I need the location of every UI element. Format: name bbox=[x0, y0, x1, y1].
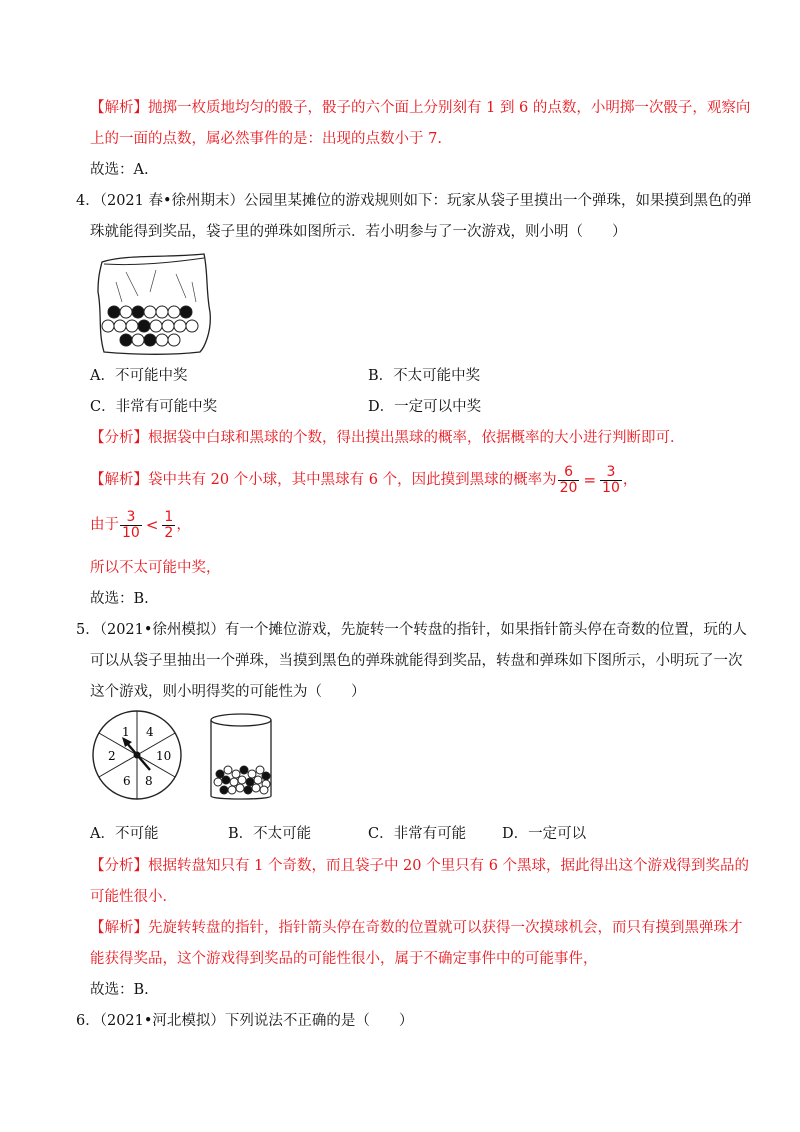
q5-jiexi-line1: 【解析】先旋转转盘的指针，指针箭头停在奇数的位置就可以获得一次摸球机会，而只有摸到黑弹珠才 bbox=[90, 920, 743, 936]
white-marble bbox=[168, 334, 180, 346]
comma: ， bbox=[176, 517, 191, 533]
q5-stem-line1: 5．（2021•徐州模拟）有一个摊位游戏，先旋转一个转盘的指针，如果指针箭头停在奇数的位置，玩的人 bbox=[76, 622, 747, 638]
fraction-3-10-b: $\frac{3}{10}$ bbox=[122, 508, 140, 541]
bag-figure bbox=[96, 252, 214, 356]
white-marble bbox=[102, 320, 114, 332]
black-marble bbox=[246, 778, 254, 786]
q4-option-b: B．不太可能中奖 bbox=[368, 368, 481, 384]
black-marble bbox=[222, 776, 230, 784]
q4-stem-line2: 珠就能得到奖品，袋子里的弹珠如图所示．若小明参与了一次游戏，则小明（ ） bbox=[90, 224, 627, 240]
q5-fenxi-line2: 可能性很小． bbox=[90, 889, 177, 905]
white-marble bbox=[230, 778, 238, 786]
q4-option-d: D．一定可以中奖 bbox=[368, 399, 482, 415]
spinner-figure bbox=[90, 708, 184, 802]
black-marble bbox=[138, 320, 150, 332]
q5-stem-line2: 可以从袋子里抽出一个弹珠，当摸到黑色的弹珠就能得到奖品，转盘和弹珠如下图所示，小明玩了一次 bbox=[90, 653, 743, 669]
fraction-6-20: $\frac{6}{20}$ bbox=[559, 463, 578, 496]
spinner-label-2: 2 bbox=[108, 749, 116, 763]
black-marble bbox=[216, 770, 224, 778]
q4-jiexi-text: 【解析】袋中共有 20 个小球，其中黑球有 6 个，因此摸到黑球的概率为 bbox=[90, 472, 557, 488]
white-marble bbox=[224, 766, 232, 774]
q4-jiexi bbox=[90, 460, 637, 500]
q5-option-d: D．一定可以 bbox=[502, 826, 587, 842]
spinner-label-8: 8 bbox=[145, 774, 153, 788]
black-marble bbox=[220, 786, 228, 794]
white-marble bbox=[238, 776, 246, 784]
white-marble bbox=[260, 786, 268, 794]
white-marble bbox=[114, 320, 126, 332]
q5-jiexi-line2: 能获得奖品，这个游戏得到奖品的可能性很小，属于不确定事件中的可能事件， bbox=[90, 951, 598, 967]
spinner-label-4: 4 bbox=[146, 725, 154, 739]
q4-fenxi: 【分析】根据袋中白球和黑球的个数，得出摸出黑球的概率，依据概率的大小进行判断即可． bbox=[90, 430, 685, 446]
spinner-label-10: 10 bbox=[156, 749, 172, 763]
spinner-label-1: 1 bbox=[122, 725, 130, 739]
q3-answer: 故选：A. bbox=[90, 162, 149, 178]
white-marble bbox=[248, 770, 256, 778]
black-marble bbox=[240, 766, 248, 774]
q4-conclusion: 所以不太可能中奖， bbox=[90, 560, 221, 576]
less-than-sign: < bbox=[145, 516, 159, 534]
white-marble bbox=[162, 320, 174, 332]
black-marble bbox=[132, 306, 144, 318]
white-marble bbox=[174, 320, 186, 332]
spinner-label-6: 6 bbox=[123, 774, 131, 788]
q4-stem-line1: 4．（2021 春•徐州期末）公园里某摊位的游戏规则如下：玩家从袋子里摸出一个弹珠，如果摸到黑色的弹 bbox=[76, 193, 752, 209]
q5-stem-line3: 这个游戏，则小明得奖的可能性为（ ） bbox=[90, 684, 366, 700]
black-marble bbox=[244, 786, 252, 794]
jar-figure bbox=[206, 712, 276, 804]
white-marble bbox=[214, 778, 222, 786]
white-marble bbox=[144, 306, 156, 318]
black-marble bbox=[180, 306, 192, 318]
white-marble bbox=[236, 784, 244, 792]
equals-sign: = bbox=[583, 471, 597, 489]
q3-analysis-line1: 【解析】抛掷一枚质地均匀的骰子，骰子的六个面上分别刻有 1 到 6 的点数，小明掷一次骰子，观察向 bbox=[90, 100, 751, 116]
white-marble bbox=[126, 320, 138, 332]
white-marble bbox=[168, 306, 180, 318]
q5-option-a: A．不可能 bbox=[90, 826, 159, 842]
q5-option-c: C．非常有可能 bbox=[368, 826, 467, 842]
white-marble bbox=[120, 306, 132, 318]
white-marble bbox=[254, 776, 262, 784]
white-marble bbox=[252, 784, 260, 792]
q5-option-b: B．不太可能 bbox=[228, 826, 312, 842]
white-marble bbox=[156, 334, 168, 346]
white-marble bbox=[228, 786, 236, 794]
black-marble bbox=[108, 306, 120, 318]
q4-since bbox=[90, 505, 191, 545]
fraction-3-10: $\frac{3}{10}$ bbox=[602, 463, 620, 496]
q5-fenxi-line1: 【分析】根据转盘知只有 1 个奇数，而且袋子中 20 个里只有 6 个黑球，据此得出这个游戏得到奖品的 bbox=[90, 858, 750, 874]
q4-option-a: A．不可能中奖 bbox=[90, 368, 188, 384]
white-marble bbox=[256, 766, 264, 774]
white-marble bbox=[156, 306, 168, 318]
q6-stem-line1: 6．（2021•河北模拟）下列说法不正确的是（ ） bbox=[76, 1013, 414, 1029]
black-marble bbox=[144, 334, 156, 346]
since-text: 由于 bbox=[90, 517, 119, 533]
q5-answer: 故选：B. bbox=[90, 982, 149, 998]
black-marble bbox=[262, 772, 270, 780]
white-marble bbox=[132, 334, 144, 346]
white-marble bbox=[232, 770, 240, 778]
white-marble bbox=[186, 320, 198, 332]
black-marble bbox=[120, 334, 132, 346]
q4-answer: 故选：B. bbox=[90, 591, 149, 607]
fraction-1-2: $\frac{1}{2}$ bbox=[164, 508, 174, 541]
q4-option-c: C．非常有可能中奖 bbox=[90, 399, 218, 415]
q3-analysis-line2: 上的一面的点数，属必然事件的是：出现的点数小于 7. bbox=[90, 131, 442, 147]
white-marble bbox=[150, 320, 162, 332]
comma: ， bbox=[622, 472, 638, 488]
